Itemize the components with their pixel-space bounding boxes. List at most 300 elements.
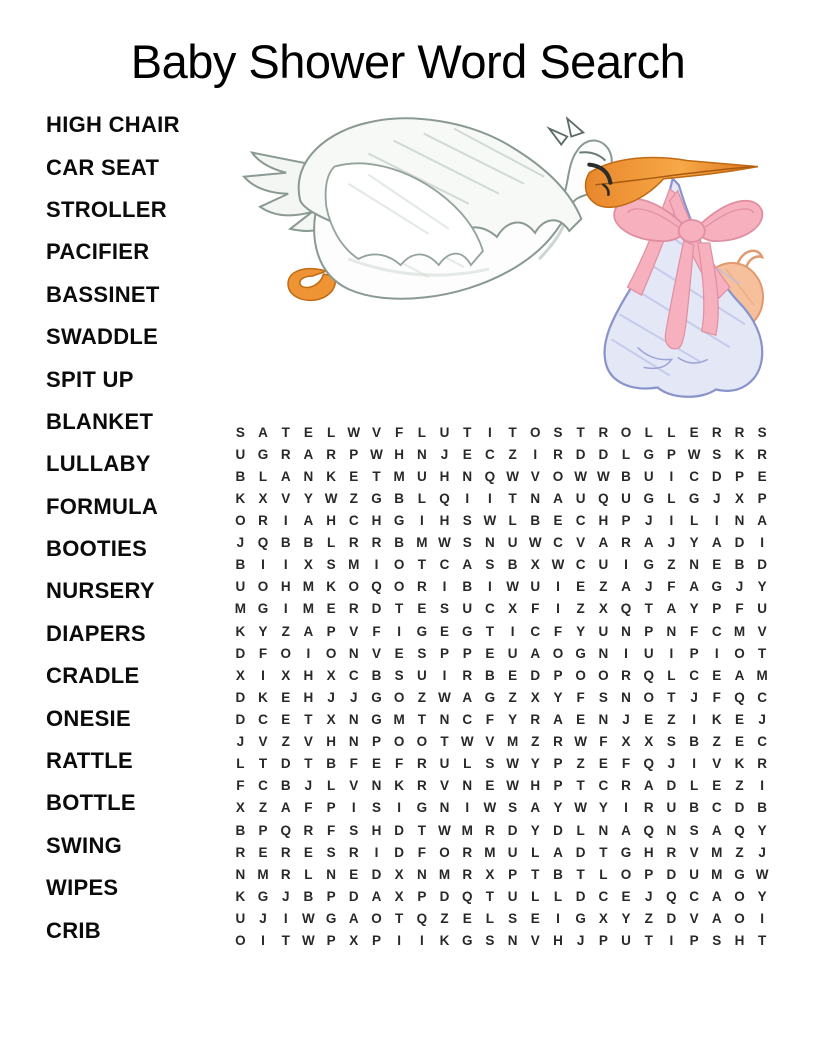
grid-letter: W [438, 689, 451, 705]
grid-letter: N [348, 711, 359, 727]
grid-letter: I [351, 800, 356, 816]
grid-letter: A [643, 778, 654, 794]
grid-letter: Z [576, 601, 585, 617]
grid-letter: L [463, 756, 472, 772]
grid-letter: V [281, 490, 291, 506]
grid-letter: O [371, 910, 382, 926]
grid-letter: V [757, 623, 767, 639]
grid-letter: U [643, 468, 654, 484]
grid-letter: Y [530, 756, 540, 772]
grid-letter: A [371, 888, 382, 904]
grid-letter: G [371, 689, 382, 705]
grid-letter: F [395, 756, 404, 772]
grid-letter: I [692, 756, 696, 772]
grid-letter: A [553, 844, 563, 860]
grid-letter: R [643, 800, 654, 816]
word-list-item: BLANKET [46, 408, 154, 434]
word-list-item: CRIB [46, 917, 101, 943]
grid-letter: Z [281, 734, 290, 750]
grid-letter: U [666, 800, 677, 816]
grid-letter: H [326, 512, 336, 528]
grid-letter: K [711, 711, 722, 727]
grid-letter: E [258, 844, 268, 860]
grid-letter: J [713, 490, 721, 506]
grid-letter: N [462, 778, 473, 794]
grid-letter: E [712, 778, 722, 794]
grid-letter: Z [712, 734, 721, 750]
grid-letter: O [530, 424, 541, 440]
word-list-item: BOTTLE [46, 790, 136, 816]
grid-letter: W [506, 468, 519, 484]
grid-letter: P [349, 446, 359, 462]
grid-letter: W [574, 800, 588, 816]
grid-letter: X [235, 800, 245, 816]
grid-letter: C [258, 778, 268, 794]
grid-letter: T [372, 468, 381, 484]
grid-letter: D [666, 910, 677, 926]
grid-letter: L [531, 844, 540, 860]
grid-letter: N [348, 645, 359, 661]
grid-letter: V [303, 734, 313, 750]
grid-letter: B [303, 888, 314, 904]
grid-letter: D [280, 756, 291, 772]
grid-letter: V [530, 468, 540, 484]
grid-letter: I [669, 933, 674, 949]
grid-letter: I [465, 800, 470, 816]
grid-letter: K [326, 468, 336, 484]
grid-letter: N [666, 822, 677, 838]
grid-letter: D [348, 888, 359, 904]
grid-letter: R [462, 667, 473, 683]
grid-letter: Z [644, 910, 653, 926]
grid-letter: B [689, 734, 699, 750]
grid-letter: O [734, 645, 745, 661]
grid-letter: I [669, 512, 674, 528]
grid-letter: E [394, 645, 404, 661]
grid-letter: T [644, 601, 653, 617]
grid-letter: J [758, 844, 766, 860]
grid-letter: K [326, 579, 336, 595]
grid-letter: Z [417, 689, 426, 705]
grid-letter: U [439, 424, 450, 440]
grid-letter: Z [599, 579, 608, 595]
grid-letter: I [442, 667, 447, 683]
grid-letter: S [462, 512, 472, 528]
grid-letter: B [507, 557, 518, 573]
grid-letter: G [416, 623, 428, 639]
grid-letter: U [530, 579, 541, 595]
grid-letter: R [371, 535, 382, 551]
grid-letter: A [711, 910, 722, 926]
grid-letter: V [689, 910, 699, 926]
grid-letter: N [416, 446, 427, 462]
grid-letter: D [530, 667, 541, 683]
grid-letter: A [258, 424, 268, 440]
word-list-item: ONESIE [46, 705, 131, 731]
grid-letter: G [484, 689, 496, 705]
grid-letter: A [530, 645, 541, 661]
grid-letter: H [303, 667, 314, 683]
grid-letter: U [621, 933, 631, 949]
grid-letter: L [599, 866, 608, 882]
grid-letter: Q [620, 601, 632, 617]
grid-letter: S [371, 800, 381, 816]
grid-letter: E [530, 910, 540, 926]
grid-letter: J [758, 711, 766, 727]
grid-letter: D [371, 866, 382, 882]
grid-letter: P [734, 468, 744, 484]
grid-letter: B [235, 822, 246, 838]
grid-letter: E [576, 579, 586, 595]
grid-letter: I [442, 579, 447, 595]
grid-letter: X [508, 601, 518, 617]
grid-letter: G [688, 490, 700, 506]
grid-letter: P [326, 623, 336, 639]
grid-letter: X [734, 490, 744, 506]
grid-letter: N [689, 557, 699, 573]
grid-letter: I [283, 910, 288, 926]
grid-letter: T [758, 933, 767, 949]
grid-letter: D [439, 888, 450, 904]
grid-letter: Q [257, 535, 269, 551]
word-list-item: BOOTIES [46, 536, 148, 562]
grid-letter: C [553, 535, 563, 551]
grid-letter: K [439, 933, 450, 949]
grid-letter: U [416, 667, 427, 683]
grid-letter: M [234, 601, 246, 617]
grid-letter: N [598, 711, 609, 727]
grid-letter: S [462, 535, 472, 551]
grid-letter: E [303, 424, 313, 440]
grid-letter: R [598, 424, 609, 440]
grid-letter: O [235, 933, 246, 949]
grid-letter: M [393, 711, 405, 727]
grid-letter: L [576, 822, 585, 838]
grid-letter: G [575, 645, 586, 661]
grid-letter: S [553, 424, 563, 440]
grid-letter: I [397, 623, 402, 639]
grid-letter: Z [576, 756, 585, 772]
grid-letter: A [303, 623, 314, 639]
grid-letter: O [393, 557, 405, 573]
grid-letter: Q [598, 490, 609, 506]
grid-letter: W [324, 490, 338, 506]
grid-letter: A [280, 800, 291, 816]
grid-letter: S [485, 557, 495, 573]
grid-letter: S [757, 424, 767, 440]
word-list-item: STROLLER [46, 196, 167, 222]
grid-letter: Q [439, 490, 450, 506]
grid-letter: G [620, 844, 632, 860]
grid-letter: W [460, 734, 474, 750]
grid-letter: Y [757, 888, 767, 904]
grid-letter: U [598, 623, 609, 639]
grid-letter: E [712, 667, 722, 683]
grid-letter: G [734, 866, 745, 882]
grid-letter: E [417, 601, 427, 617]
grid-letter: V [258, 734, 268, 750]
grid-letter: B [621, 468, 631, 484]
grid-letter: M [393, 468, 405, 484]
grid-letter: J [644, 579, 653, 595]
grid-letter: U [575, 490, 586, 506]
grid-letter: O [257, 579, 269, 595]
grid-letter: U [757, 601, 768, 617]
grid-letter: O [416, 734, 428, 750]
grid-letter: D [394, 844, 405, 860]
grid-letter: E [508, 667, 518, 683]
word-list-item: FORMULA [46, 493, 159, 519]
grid-letter: A [666, 601, 677, 617]
grid-letter: H [734, 933, 745, 949]
grid-letter: R [348, 601, 359, 617]
grid-letter: M [756, 667, 768, 683]
grid-letter: J [644, 512, 653, 528]
grid-letter: U [235, 910, 246, 926]
grid-letter: W [370, 446, 383, 462]
grid-letter: N [530, 490, 541, 506]
grid-letter: P [553, 756, 563, 772]
grid-letter: N [439, 711, 450, 727]
grid-letter: Y [598, 800, 608, 816]
grid-letter: I [283, 601, 288, 617]
grid-letter: P [644, 623, 654, 639]
grid-letter: P [689, 933, 699, 949]
grid-letter: R [280, 844, 291, 860]
word-list-item: SWING [46, 832, 123, 858]
grid-letter: S [689, 822, 699, 838]
grid-letter: P [326, 888, 336, 904]
grid-letter: T [281, 424, 290, 440]
grid-letter: L [304, 866, 313, 882]
grid-letter: I [556, 910, 560, 926]
grid-letter: C [711, 800, 722, 816]
grid-letter: F [667, 579, 676, 595]
grid-letter: L [236, 756, 245, 772]
grid-letter: L [326, 778, 336, 794]
grid-letter: E [462, 910, 472, 926]
grid-letter: Q [484, 468, 496, 484]
grid-letter: T [304, 756, 313, 772]
grid-letter: O [235, 512, 246, 528]
grid-letter: H [598, 512, 609, 528]
grid-letter: J [236, 535, 245, 551]
grid-letter: A [553, 490, 563, 506]
grid-letter: B [326, 756, 336, 772]
grid-letter: I [760, 778, 765, 794]
grid-letter: T [508, 424, 517, 440]
grid-letter: I [397, 933, 402, 949]
grid-letter: U [235, 579, 246, 595]
grid-letter: T [463, 424, 472, 440]
grid-letter: J [622, 711, 630, 727]
grid-letter: F [689, 623, 699, 639]
grid-letter: B [394, 535, 405, 551]
grid-letter: G [371, 711, 382, 727]
grid-letter: R [485, 822, 495, 838]
grid-letter: V [712, 756, 722, 772]
grid-letter: N [598, 645, 609, 661]
grid-letter: I [624, 645, 628, 661]
grid-letter: C [711, 623, 722, 639]
grid-letter: G [643, 490, 654, 506]
grid-letter: I [306, 645, 311, 661]
word-list-item: RATTLE [46, 748, 133, 774]
grid-letter: O [575, 667, 586, 683]
grid-letter: B [553, 866, 563, 882]
grid-letter: X [530, 689, 540, 705]
grid-letter: I [533, 446, 538, 462]
grid-letter: R [348, 844, 359, 860]
grid-letter: L [644, 424, 653, 440]
grid-letter: R [416, 756, 427, 772]
grid-letter: F [258, 645, 268, 661]
grid-letter: S [417, 645, 427, 661]
grid-letter: N [666, 623, 677, 639]
grid-letter: S [666, 734, 676, 750]
grid-letter: C [348, 512, 359, 528]
grid-letter: N [734, 512, 745, 528]
grid-letter: P [417, 888, 427, 904]
grid-letter: D [371, 601, 382, 617]
grid-letter: T [644, 933, 653, 949]
grid-letter: I [624, 800, 628, 816]
grid-letter: J [690, 689, 698, 705]
grid-letter: Z [440, 910, 449, 926]
grid-letter: O [393, 689, 405, 705]
grid-letter: D [553, 822, 563, 838]
grid-letter: O [552, 645, 564, 661]
grid-letter: C [439, 557, 450, 573]
grid-letter: F [485, 711, 495, 727]
grid-letter: K [235, 490, 246, 506]
grid-letter: J [644, 888, 653, 904]
grid-letter: D [666, 778, 677, 794]
grid-letter: T [599, 844, 608, 860]
grid-letter: X [530, 557, 540, 573]
grid-letter: X [235, 667, 245, 683]
grid-letter: E [734, 711, 744, 727]
grid-letter: T [576, 866, 585, 882]
grid-letter: B [371, 667, 382, 683]
grid-letter: R [416, 778, 427, 794]
grid-letter: C [530, 623, 541, 639]
grid-letter: B [530, 512, 541, 528]
grid-letter: Q [734, 689, 745, 705]
grid-letter: Z [258, 800, 268, 816]
grid-letter: P [326, 933, 336, 949]
grid-letter: D [757, 557, 768, 573]
grid-letter: T [758, 645, 767, 661]
grid-letter: Z [735, 778, 744, 794]
grid-letter: G [325, 910, 337, 926]
grid-letter: P [712, 601, 722, 617]
word-list-item: WIPES [46, 875, 119, 901]
grid-letter: T [485, 888, 495, 904]
grid-letter: F [712, 689, 721, 705]
word-list-item: SWADDLE [46, 324, 159, 350]
grid-letter: R [666, 844, 677, 860]
grid-letter: C [757, 689, 768, 705]
grid-letter: E [689, 424, 699, 440]
grid-letter: L [667, 667, 676, 683]
grid-letter: P [644, 866, 654, 882]
grid-letter: D [598, 446, 609, 462]
grid-letter: R [258, 512, 268, 528]
grid-letter: H [326, 734, 336, 750]
grid-letter: F [349, 756, 358, 772]
grid-letter: A [643, 535, 654, 551]
grid-letter: D [734, 800, 745, 816]
grid-letter: Z [349, 490, 358, 506]
page-title: Baby Shower Word Search [130, 35, 686, 88]
grid-letter: E [281, 711, 291, 727]
grid-letter: H [371, 512, 382, 528]
grid-letter: G [461, 623, 473, 639]
grid-letter: D [235, 645, 246, 661]
grid-letter: Q [643, 667, 654, 683]
grid-letter: C [485, 601, 495, 617]
grid-letter: B [689, 800, 699, 816]
grid-letter: H [280, 579, 291, 595]
grid-letter: U [439, 756, 450, 772]
grid-letter: I [419, 512, 424, 528]
grid-letter: R [734, 424, 745, 440]
grid-letter: R [303, 822, 314, 838]
grid-letter: L [326, 424, 336, 440]
grid-letter: X [598, 601, 608, 617]
grid-letter: I [556, 601, 560, 617]
grid-letter: S [712, 933, 722, 949]
grid-letter: I [669, 468, 674, 484]
grid-letter: A [711, 535, 722, 551]
grid-letter: R [621, 535, 631, 551]
grid-letter: M [711, 866, 723, 882]
grid-letter: N [507, 933, 518, 949]
word-list-item: CAR SEAT [46, 154, 160, 180]
grid-letter: L [689, 512, 699, 528]
grid-letter: Y [757, 822, 767, 838]
grid-letter: Y [689, 535, 699, 551]
grid-letter: A [598, 535, 609, 551]
grid-letter: C [462, 711, 473, 727]
grid-letter: E [644, 711, 654, 727]
grid-letter: I [760, 910, 765, 926]
grid-letter: C [598, 888, 609, 904]
grid-letter: I [283, 512, 288, 528]
grid-letter: P [462, 645, 472, 661]
grid-letter: N [598, 822, 609, 838]
word-list-item: BASSINET [46, 281, 160, 307]
grid-letter: X [258, 490, 268, 506]
grid-letter: W [438, 535, 451, 551]
grid-letter: L [621, 446, 631, 462]
grid-letter: P [258, 822, 268, 838]
grid-letter: R [621, 667, 631, 683]
grid-letter: P [508, 866, 518, 882]
grid-letter: P [666, 446, 676, 462]
grid-letter: X [326, 667, 336, 683]
grid-letter: V [689, 844, 699, 860]
grid-letter: E [485, 778, 495, 794]
grid-letter: M [484, 844, 496, 860]
grid-letter: T [304, 711, 313, 727]
grid-letter: A [734, 667, 745, 683]
grid-letter: T [417, 822, 426, 838]
grid-letter: F [576, 689, 585, 705]
grid-letter: P [440, 645, 450, 661]
grid-letter: R [462, 866, 473, 882]
